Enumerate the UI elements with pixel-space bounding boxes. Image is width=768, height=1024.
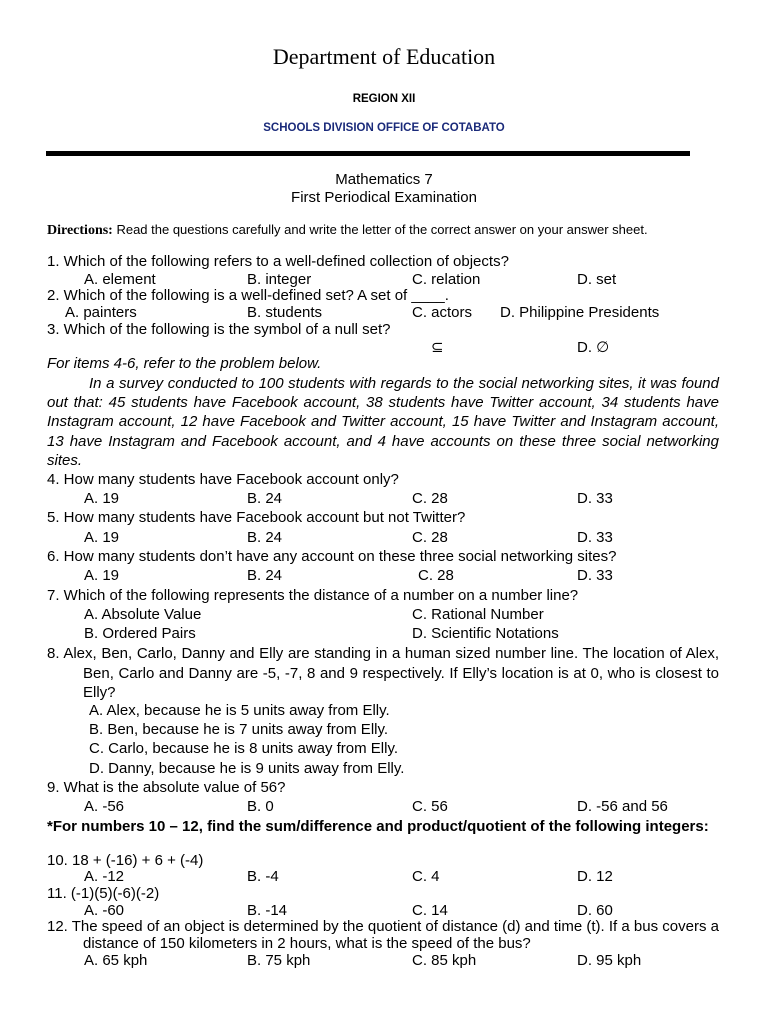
division-label: SCHOOLS DIVISION OFFICE OF COTABATO	[263, 122, 505, 134]
q11-choice-a: A. -60	[84, 902, 125, 919]
department-title: Department of Education	[272, 44, 496, 69]
question-2: 2. Which of the following is a well-defined set? A set of ____.	[47, 287, 449, 304]
question-8: 8. Alex, Ben, Carlo, Danny and Elly are standing in a human sized number line. The location of Alex, Ben, Carlo and Danny are -5, -7, 8 and 9 respectively. If Elly’s location is at 0, who is closest to Elly?	[47, 645, 719, 701]
q4-choice-b: B. 24	[247, 490, 283, 507]
q9-choice-d: D. -56 and 56	[577, 798, 668, 815]
q11-choice-b: B. -14	[247, 902, 288, 919]
q10-choice-d: D. 12	[577, 868, 613, 885]
q8-choice-d: D. Danny, because he is 9 units away from Elly.	[89, 760, 405, 777]
q2-choice-c: C. actors	[412, 304, 473, 321]
q11-choice-c: C. 14	[412, 902, 448, 919]
q8-choice-b: B. Ben, because he is 7 units away from Elly.	[89, 721, 389, 738]
q6-choice-d: D. 33	[577, 567, 613, 584]
q5-choice-a: A. 19	[84, 529, 120, 546]
q4-choice-d: D. 33	[577, 490, 613, 507]
question-12: 12. The speed of an object is determined by the quotient of distance (d) and time (t). If a bus covers a distance of 150 kilometers in 2 hours, what is the speed of the bus?	[47, 918, 719, 952]
q12-choice-a: A. 65 kph	[84, 952, 148, 969]
q7-choice-b: B. Ordered Pairs	[84, 625, 196, 642]
q5-choice-b: B. 24	[247, 529, 283, 546]
question-9: 9. What is the absolute value of 56?	[47, 779, 286, 796]
q1-choice-c: C. relation	[412, 271, 481, 288]
q9-choice-b: B. 0	[247, 798, 274, 815]
q2-choice-b: B. students	[247, 304, 323, 321]
q10-choice-c: C. 4	[412, 868, 440, 885]
q12-choice-c: C. 85 kph	[412, 952, 477, 969]
q10-choice-a: A. -12	[84, 868, 125, 885]
header-divider	[46, 151, 690, 156]
q8-choice-c: C. Carlo, because he is 8 units away from Elly.	[89, 740, 399, 757]
q6-choice-b: B. 24	[247, 567, 283, 584]
question-10: 10. 18 + (-16) + 6 + (-4)	[47, 852, 204, 869]
q7-choice-d: D. Scientific Notations	[412, 625, 559, 642]
question-5: 5. How many students have Facebook account but not Twitter?	[47, 509, 466, 526]
q12-choice-b: B. 75 kph	[247, 952, 311, 969]
question-11: 11. (-1)(5)(-6)(-2)	[47, 885, 160, 902]
q2-choice-a: A. painters	[65, 304, 137, 321]
q5-choice-d: D. 33	[577, 529, 613, 546]
question-1: 1. Which of the following refers to a well-defined collection of objects?	[47, 253, 509, 270]
items-4-6-intro: For items 4-6, refer to the problem below.	[47, 355, 322, 372]
directions-label: Directions:	[47, 223, 113, 238]
q2-choice-d: D. Philippine Presidents	[500, 304, 660, 321]
q12-choice-d: D. 95 kph	[577, 952, 642, 969]
q3-choice-subset: ⊆	[431, 339, 444, 356]
items-10-12-instruction: *For numbers 10 – 12, find the sum/difference and product/quotient of the following integers:	[47, 818, 709, 835]
directions-text: Read the questions carefully and write the letter of the correct answer on your answer sheet.	[112, 222, 648, 237]
q9-choice-a: A. -56	[84, 798, 125, 815]
question-4: 4. How many students have Facebook account only?	[47, 471, 399, 488]
question-6: 6. How many students don’t have any account on these three social networking sites?	[47, 548, 617, 565]
q4-choice-c: C. 28	[412, 490, 448, 507]
subject-title: Mathematics 7	[335, 171, 433, 188]
q8-choice-a: A. Alex, because he is 5 units away from Elly.	[89, 702, 390, 719]
q1-choice-a: A. element	[84, 271, 156, 288]
q1-choice-d: D. set	[577, 271, 617, 288]
q6-choice-a: A. 19	[84, 567, 120, 584]
region-label: REGION XII	[352, 93, 416, 105]
q3-choice-d: D. ∅	[577, 339, 610, 356]
directions	[47, 222, 648, 239]
q10-choice-b: B. -4	[247, 868, 279, 885]
exam-title: First Periodical Examination	[291, 189, 477, 206]
question-3: 3. Which of the following is the symbol of a null set?	[47, 321, 391, 338]
q1-choice-b: B. integer	[247, 271, 312, 288]
question-7: 7. Which of the following represents the distance of a number on a number line?	[47, 587, 579, 604]
q6-choice-c: C. 28	[418, 567, 454, 584]
q11-choice-d: D. 60	[577, 902, 613, 919]
q7-choice-c: C. Rational Number	[412, 606, 544, 623]
q9-choice-c: C. 56	[412, 798, 448, 815]
q5-choice-c: C. 28	[412, 529, 448, 546]
q7-choice-a: A. Absolute Value	[84, 606, 202, 623]
survey-problem: In a survey conducted to 100 students with regards to the social networking sites, it was found out that: 45 students have Facebook account, 38 students have Twitter account, 34 students have Instagram account, 12 have Facebook and Twitter account, 15 have Twitter and Instagram account, 13 have Instagram and Facebook account, and 4 have accounts on these three social networking sites.	[47, 375, 719, 469]
q4-choice-a: A. 19	[84, 490, 120, 507]
